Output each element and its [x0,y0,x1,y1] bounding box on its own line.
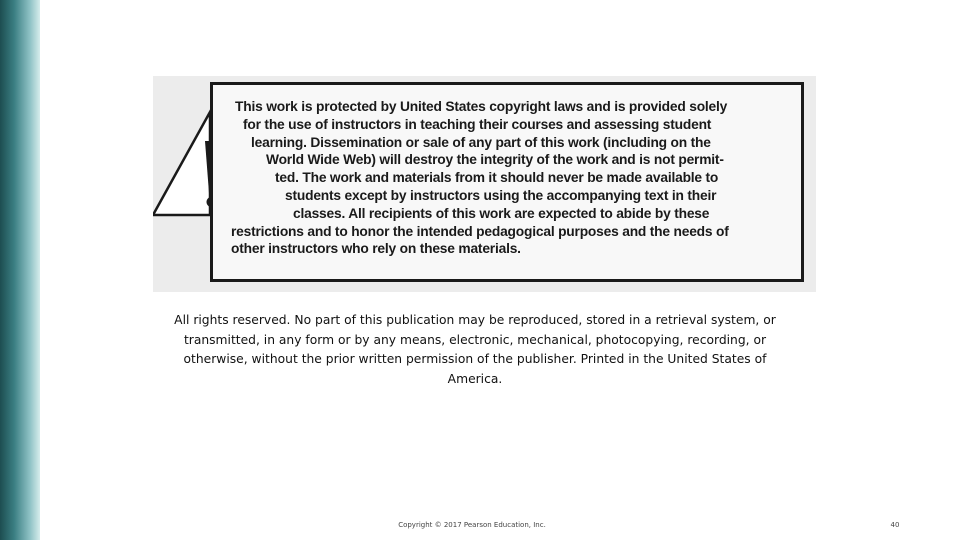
warning-line: for the use of instructors in teaching their courses and assessing student [243,116,712,132]
copyright-warning-image [153,76,816,292]
warning-line: ted. The work and materials from it should never be made available to [275,170,719,186]
copyright-warning-text [153,98,816,258]
warning-line: restrictions and to honor the intended pedagogical purposes and the needs of [231,223,729,239]
left-accent-bar [0,0,40,540]
slide-page-number: 40 [890,521,900,529]
warning-line: This work is protected by United States copyright laws and is provided solely [235,99,728,114]
warning-line: students except by instructors using the accompanying text in their [285,187,717,203]
footer-copyright: Copyright © 2017 Pearson Education, Inc. [398,521,546,529]
warning-line: classes. All recipients of this work are expected to abide by these [293,205,710,221]
warning-line: other instructors who rely on these materials. [231,241,521,257]
warning-line: World Wide Web) will destroy the integrity of the work and is not permit- [266,152,724,168]
all-rights-reserved-notice: All rights reserved. No part of this publication may be reproduced, stored in a retrieval system, or transmitted, in any form or by any means, electronic, mechanical, photocopying, recording, or otherwise, without the prior written permission of the publisher. Printed in the United States of America. [174,313,776,386]
warning-line: learning. Dissemination or sale of any part of this work (including on the [251,134,711,150]
